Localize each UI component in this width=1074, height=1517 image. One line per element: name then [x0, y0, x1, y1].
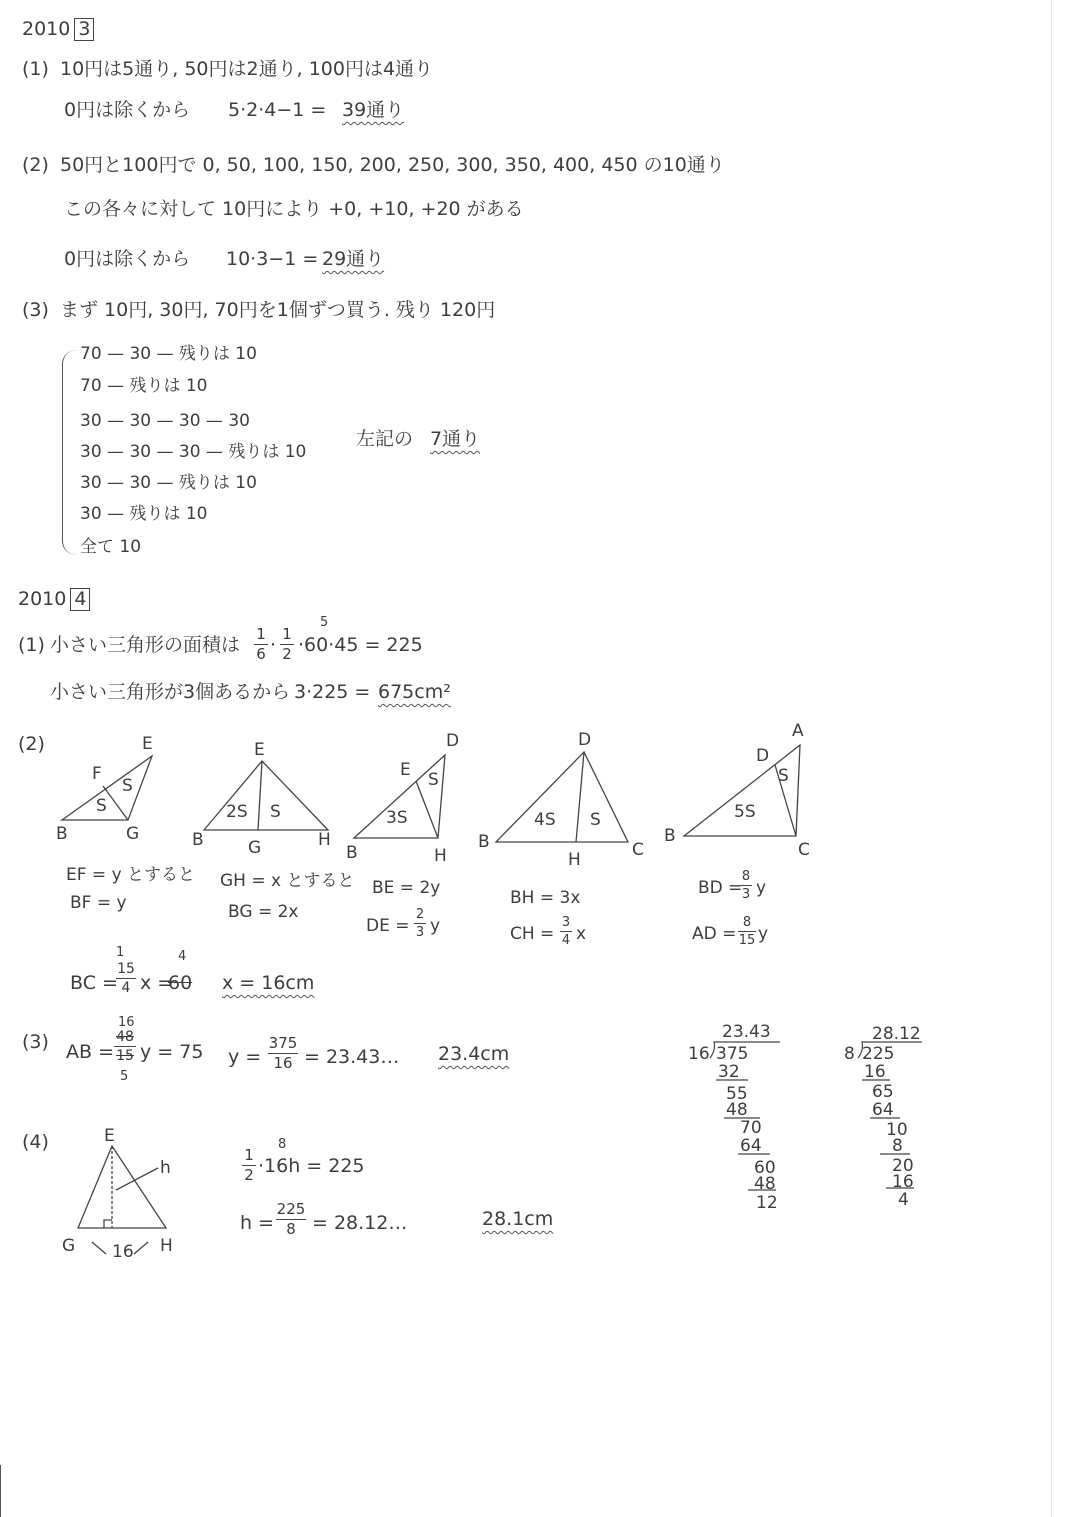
s3-p1-line2b: 5·2·4−1 =: [228, 99, 327, 121]
s4-p2-label: (2): [18, 733, 45, 755]
s3-p3-case: 70 — 30 — 残りは 10: [80, 344, 257, 364]
div1-step: 32: [718, 1062, 740, 1082]
s4-p2-bc-mid: x =: [140, 972, 174, 994]
s4-p2-rel4a: BH = 3x: [510, 888, 581, 908]
fig3-label-b: B: [346, 843, 358, 863]
s3-p3-label: (3): [22, 299, 49, 321]
s3-p3-case: 30 — 30 — 残りは 10: [80, 473, 257, 493]
s3-p1-answer: 39通り: [342, 99, 405, 121]
s4-p2-rel2b: BG = 2x: [228, 902, 299, 922]
s4-p3-ab-lhs: AB =: [66, 1041, 114, 1063]
frac-numerator: 225: [276, 1200, 306, 1218]
div1-step: 60: [754, 1158, 776, 1178]
div2-quotient: 28.12: [872, 1024, 921, 1044]
div2-step: 10: [886, 1120, 908, 1140]
fig1-label-f: F: [92, 764, 102, 784]
frac-denominator: 15: [116, 1048, 134, 1064]
s4-p1-line1a: 小さい三角形の面積は: [50, 634, 241, 656]
div2-step: 64: [872, 1100, 894, 1120]
s3-p2-line3b: 10·3−1 =: [226, 248, 319, 270]
frac-denominator: 3: [741, 887, 751, 902]
s3-p3-case: 70 — 残りは 10: [80, 376, 208, 396]
fig2-label-b: B: [192, 830, 204, 850]
section-4-number: 4: [70, 588, 90, 611]
s4-p3-label: (3): [22, 1031, 49, 1053]
frac-denominator: 4: [561, 933, 571, 948]
section-3-number: 3: [74, 18, 94, 41]
s4-p1-line1b: ·60·45 = 225: [298, 634, 423, 656]
s4-p3-y-lhs: y =: [228, 1046, 262, 1068]
fig-p4-label-g: G: [62, 1236, 76, 1256]
rel3b-lhs: DE =: [366, 916, 410, 936]
fig-p4-base-length: 16: [112, 1242, 134, 1262]
s4-p4-eq1: ·16h = 225: [258, 1155, 365, 1177]
s4-p1-label: (1): [18, 634, 45, 656]
fig-p4-label-h: H: [160, 1236, 173, 1256]
s4-p2-rel2a: GH = x とすると: [220, 871, 355, 891]
fig3-area-2: S: [428, 770, 439, 790]
div2-step: 16: [864, 1062, 886, 1082]
fig5-area-2: S: [778, 766, 789, 786]
fig1-area-1: S: [96, 796, 107, 816]
s4-p2-rel1a: EF = y とすると: [66, 865, 196, 885]
s4-p2-rel3a: BE = 2y: [372, 878, 441, 898]
div1-step: 55: [726, 1084, 748, 1104]
s3-p3-note: 左記の: [356, 428, 414, 450]
fig3-label-h: H: [434, 846, 447, 866]
frac-denominator: 15: [738, 933, 756, 948]
s3-p2-label: (2): [22, 154, 49, 176]
div1-step: 12: [756, 1193, 778, 1213]
s4-p4-answer: 28.1cm: [482, 1208, 554, 1230]
div2-step: 16: [892, 1172, 914, 1192]
s4-p4-eq2-lhs: h =: [240, 1212, 275, 1234]
fig-p4-label-e: E: [104, 1126, 115, 1146]
fig4-label-c: C: [632, 840, 644, 860]
frac-denominator: 2: [282, 645, 292, 663]
div1-divisor: 16: [688, 1044, 710, 1064]
s4-p3-ab-cancel2: 5: [120, 1069, 129, 1084]
s3-p2-line3a: 0円は除くから: [64, 248, 191, 270]
fig1-area-2: S: [122, 776, 133, 796]
fig1-label-e: E: [142, 734, 153, 754]
s3-p1-label: (1): [22, 58, 49, 80]
fig1-label-g: G: [126, 824, 140, 844]
s4-p2-answer: x = 16cm: [222, 972, 315, 994]
div2-divisor: 8: [844, 1044, 855, 1064]
frac-denominator: 16: [273, 1054, 293, 1072]
div2-step: 4: [898, 1190, 909, 1210]
div2-step: 20: [892, 1156, 914, 1176]
fig2-area-1: 2S: [226, 802, 248, 822]
fig-p4-label-h-height: h: [160, 1158, 171, 1178]
s3-p3-line1: まず 10円, 30円, 70円を1個ずつ買う. 残り 120円: [60, 299, 496, 321]
frac-numerator: 1: [282, 625, 292, 643]
s4-p3-answer: 23.4cm: [438, 1043, 510, 1065]
fig2-label-h: H: [318, 830, 331, 850]
div1-step: 70: [740, 1118, 762, 1138]
fig5-area-1: 5S: [734, 802, 756, 822]
frac-numerator: 8: [742, 915, 752, 930]
fig5-label-b: B: [664, 826, 676, 846]
s3-p2-answer: 29通り: [322, 248, 385, 270]
s4-p2-rel5a: BD =: [698, 878, 743, 898]
s4-p3-ab-mid: y = 75: [140, 1041, 204, 1063]
frac-numerator: 1: [256, 625, 266, 643]
s4-p2-rel5a-var: y: [756, 878, 767, 898]
s4-p3-y-rhs: = 23.43…: [304, 1046, 400, 1068]
fig2-label-g: G: [248, 838, 262, 858]
s4-p2-rel1b: BF = y: [70, 893, 127, 913]
s3-p1-line2a: 0円は除くから: [64, 99, 191, 121]
fig4-area-2: S: [590, 810, 601, 830]
frac-denominator: 8: [286, 1220, 296, 1238]
s4-p2-bc-cancel2: 4: [178, 949, 187, 964]
s4-p3-ab-cancel1: 16: [118, 1015, 135, 1030]
frac-numerator: 15: [117, 961, 135, 977]
div1-step: 48: [754, 1174, 776, 1194]
fig5-label-d: D: [756, 746, 770, 766]
frac-numerator: 375: [268, 1034, 298, 1052]
s4-p2-bc-val: 60: [168, 972, 193, 994]
frac-denominator: 2: [244, 1166, 254, 1184]
s3-p2-line2: この各々に対して 10円により +0, +10, +20 がある: [64, 198, 524, 220]
div2-dividend: 225: [862, 1044, 895, 1064]
s4-p2-bc-cancel1: 1: [116, 945, 125, 960]
section-3-year: 2010: [22, 18, 71, 40]
fig4-label-b: B: [478, 832, 490, 852]
s4-p1-line2a: 小さい三角形が3個あるから: [50, 681, 291, 703]
s4-p2-rel4b: CH =: [510, 924, 555, 944]
s3-p2-line1: 50円と100円で 0, 50, 100, 150, 200, 250, 300, 350, 400, 450 の10通り: [60, 154, 725, 176]
s4-p4-label: (4): [22, 1131, 49, 1153]
s4-p2-rel3b-var: y: [430, 916, 441, 936]
div1-step: 64: [740, 1136, 762, 1156]
frac-numerator: 2: [415, 907, 425, 922]
fig4-label-d: D: [578, 730, 592, 750]
s4-p1-dot: ·: [270, 634, 277, 656]
fig4-label-h: H: [568, 850, 581, 870]
fig4-area-1: 4S: [534, 810, 556, 830]
frac-numerator: 48: [116, 1029, 134, 1045]
s4-p4-eq1-cancel: 8: [278, 1137, 287, 1152]
div2-step: 8: [892, 1136, 903, 1156]
s4-p2-rel5b: AD =: [692, 924, 737, 944]
s4-p1-cancel: 5: [320, 615, 329, 630]
fig5-label-a: A: [792, 721, 804, 741]
frac-denominator: 4: [121, 980, 131, 996]
s4-p2-rel5b-var: y: [758, 924, 769, 944]
fig2-label-e: E: [254, 740, 265, 760]
frac-numerator: 3: [561, 915, 571, 930]
frac-numerator: 8: [741, 869, 751, 884]
fig1-label-b: B: [56, 824, 68, 844]
s3-p3-case: 30 — 30 — 30 — 30: [80, 411, 250, 431]
s3-p1-line1: 10円は5通り, 50円は2通り, 100円は4通り: [60, 58, 434, 80]
s3-p3-case: 30 — 残りは 10: [80, 504, 208, 524]
div2-step: 65: [872, 1082, 894, 1102]
s3-p3-case: 全て 10: [80, 537, 142, 557]
frac-numerator: 1: [244, 1146, 254, 1164]
s3-p3-case: 30 — 30 — 30 — 残りは 10: [80, 442, 307, 462]
fig5-label-c: C: [798, 840, 810, 860]
div1-dividend: 375: [716, 1044, 749, 1064]
section-4-year: 2010: [18, 588, 67, 610]
frac-denominator: 6: [256, 645, 266, 663]
div1-quotient: 23.43: [722, 1022, 771, 1042]
s4-p2-rel4b-var: x: [576, 924, 587, 944]
fig3-area-1: 3S: [386, 808, 408, 828]
div1-step: 48: [726, 1100, 748, 1120]
s4-p1-answer: 675cm²: [378, 681, 451, 703]
fig3-label-e: E: [400, 760, 411, 780]
s3-p3-answer: 7通り: [430, 428, 481, 450]
s4-p4-eq2-rhs: = 28.12…: [312, 1212, 408, 1234]
fig3-label-d: D: [446, 731, 460, 751]
s4-p2-bc-lhs: BC =: [70, 972, 118, 994]
frac-denominator: 3: [415, 925, 425, 940]
s4-p1-line2b: 3·225 =: [294, 681, 371, 703]
fig2-area-2: S: [270, 802, 281, 822]
